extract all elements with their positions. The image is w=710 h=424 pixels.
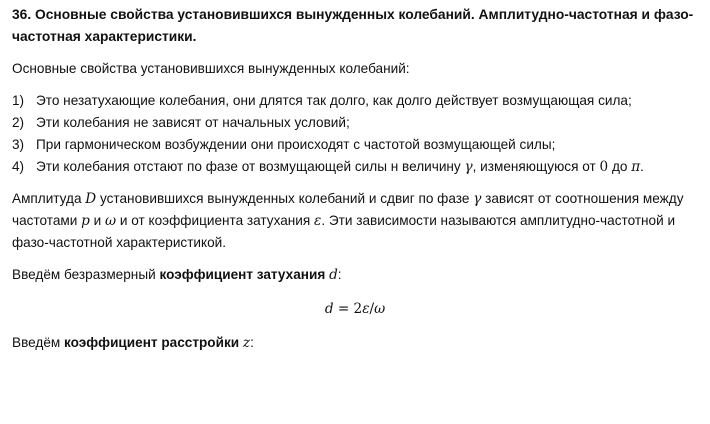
title-line-2: частотная характеристики. <box>12 29 197 44</box>
para-text: и <box>93 213 102 228</box>
d-symbol: d <box>329 267 338 283</box>
pi-symbol: π <box>631 159 641 175</box>
formula-eq: = 2 <box>333 301 363 317</box>
formula-omega: ω <box>374 301 386 317</box>
list-text: Эти колебания не зависят от начальных условий; <box>36 115 350 130</box>
para-text: . Эти зависимости называются амплитудно-частотной и <box>321 213 676 228</box>
formula-epsilon: ε <box>362 301 370 317</box>
list-item <box>12 112 698 134</box>
list-text-part: . <box>640 159 644 174</box>
para-text: фазо-частотной характеристикой. <box>12 235 227 250</box>
title-line-1: 36. Основные свойства установившихся вынужденных колебаний. Амплитудно-частотная и фазо- <box>12 7 694 22</box>
omega-symbol: ω <box>105 213 117 229</box>
para-text: установившихся вынужденных колебаний и сдвиг по фазе <box>99 191 470 206</box>
para-text: частотами <box>12 213 78 228</box>
para-text: и от коэффициента затухания <box>119 213 311 228</box>
list-text: При гармоническом возбуждении они происходят с частотой возмущающей силы; <box>36 137 556 152</box>
list-text-part: до <box>611 159 628 174</box>
list-text: Это незатухающие колебания, они длятся так долго, как долго действует возмущающая сила; <box>36 93 632 108</box>
list-item <box>12 134 698 156</box>
damping-term: коэффициент затухания <box>159 267 326 282</box>
list-number: 4) <box>12 159 25 174</box>
intro-text: Основные свойства установившихся вынужденных колебаний: <box>12 61 410 76</box>
section-title <box>12 4 698 48</box>
para-text: зависят от соотношения между <box>485 191 684 206</box>
para-text: Амплитуда <box>12 191 82 206</box>
list-item <box>12 90 698 112</box>
list-item <box>12 156 698 178</box>
damping-colon: : <box>337 267 342 282</box>
detuning-term: коэффициент расстройки <box>64 335 240 350</box>
epsilon-symbol: ε <box>314 213 322 229</box>
damping-pre: Введём безразмерный <box>12 267 156 282</box>
gamma-symbol: γ <box>464 159 473 175</box>
list-number: 1) <box>12 93 25 108</box>
formula-lhs: d <box>324 301 334 317</box>
z-symbol: z <box>242 335 251 351</box>
detuning-colon: : <box>250 335 254 350</box>
list-text <box>36 156 644 178</box>
zero-symbol: 0 <box>599 159 609 175</box>
list-text-part: Эти колебания отстают по фазе от возмущающей силы н величину <box>36 159 461 174</box>
properties-list <box>12 90 698 178</box>
formula-slash: / <box>369 301 375 317</box>
list-text-part: , изменяющуюся от <box>472 159 596 174</box>
p-symbol: p <box>81 213 90 229</box>
detuning-pre: Введём <box>12 335 61 350</box>
list-number: 2) <box>12 115 25 130</box>
list-number: 3) <box>12 137 25 152</box>
D-symbol: D <box>85 191 97 207</box>
detuning-intro <box>12 332 698 354</box>
damping-formula <box>12 298 698 320</box>
gamma-symbol: γ <box>473 191 482 207</box>
damping-intro <box>12 264 698 286</box>
amplitude-paragraph <box>12 188 698 254</box>
